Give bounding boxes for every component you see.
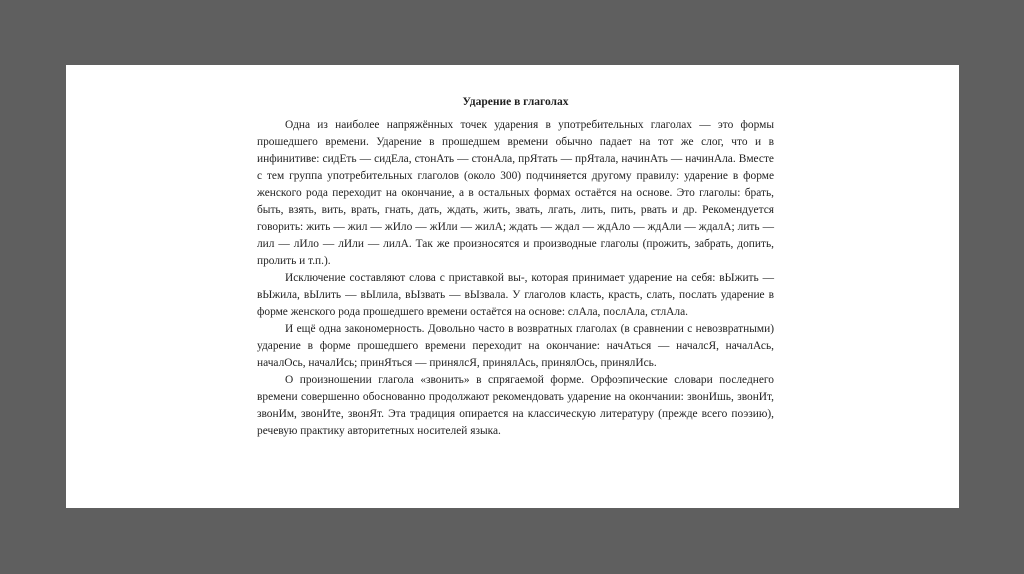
paragraph-zvonit-pronunciation: О произношении глагола «звонить» в спрягаемой форме. Орфоэпические словари последнего времени совершенно обоснованно продолжают рекомендовать ударение на окончании: звонИшь, звонИт, звонИм, звонИте, звонЯт. Эта традиция опирается на классическую литературу (прежде всего поэзию), речевую практику авторитетных носителей языка. xyxy=(257,374,774,437)
paragraph-past-tense-stress: Одна из наиболее напряжённых точек ударения в употребительных глаголах — это формы прошедшего времени. Ударение в прошедшем времени обычно падает на тот же слог, что и в инфинитиве: сидЕть — сидЕла, стонАть — стонАла, прЯтать — прЯтала, начинАть — начинАла. Вместе с тем группа употребительных глаголов (около 300) подчиняется другому правилу: ударение в форме женского рода переходит на окончание, а в остальных формах остаётся на основе. Это глаголы: брать, быть, взять, вить, врать, гнать, дать, ждать, жить, звать, лгать, лить, пить, рвать и др. Рекомендуется говорить: жить — жил — жИло — жИли — жилА; ждать — ждал — ждАло — ждАли — ждалА; лить — лил — лИло — лИли — лилА. Так же произносятся и производные глаголы (прожить, забрать, допить, пролить и т.п.). xyxy=(257,119,774,267)
document-page xyxy=(66,65,959,508)
paragraph-reflexive-verbs: И ещё одна закономерность. Довольно часто в возвратных глаголах (в сравнении с невозвратными) ударение в форме прошедшего времени переходит на окончание: начАться — началсЯ, началАсь, началОсь, началИсь; принЯться — принялсЯ, принялАсь, принялОсь, принялИсь. xyxy=(257,323,774,369)
document-title: Ударение в глаголах xyxy=(462,96,569,108)
paragraph-prefix-vy-exception: Исключение составляют слова с приставкой вы-, которая принимает ударение на себя: вЫжить — вЫжила, вЫлить — вЫлила, вЫзвать — вЫзвала. У глаголов класть, красть, слать, послать ударение в форме женского рода прошедшего времени остаётся на основе: слАла, послАла, стлАла. xyxy=(257,272,774,318)
